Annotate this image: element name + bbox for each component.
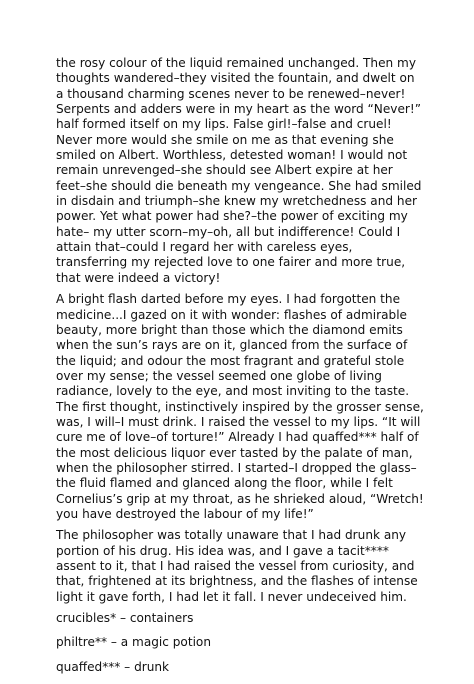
paragraph-3: The philosopher was totally unaware that I had drunk any portion of his drug. His idea was, and I gave a tacit**** assent to it, that I had raised the vessel from curiosity, and that, frightened at its brightness, and the flashes of intense light it gave forth, I had let it fall. I never undeceived him. [56, 528, 418, 604]
glossary-philtre: philtre** – a magic potion [56, 635, 211, 650]
paragraph-1: the rosy colour of the liquid remained unchanged. Then my thoughts wandered–they visited the fountain, and dwelt on a thousand charming scenes never to be renewed–never! Serpents and adders were in my heart as the word “Never!” half formed itself on my lips. False girl!–false and cruel! Never more would she smile on me as that evening she smiled on Albert. Worthless, detested woman! I would not remain unrevenged–she should see Albert expire at her feet–she should die beneath my vengeance. She had smiled in disdain and triumph–she knew my wretchedness and her power. Yet what power had she?–the power of exciting my hate– my utter scorn–my–oh, all but indifference! Could I attain that–could I regard her with careless eyes, transferring my rejected love to one fairer and more true, that were indeed a victory! [56, 56, 422, 285]
document-page [56, 56, 424, 684]
glossary-crucibles: crucibles* – containers [56, 611, 194, 626]
paragraph-2: A bright flash darted before my eyes. I had forgotten the medicine...I gazed on it with wonder: flashes of admirable beauty, more bright than those which the diamond emits when the sun’s rays are on it, glanced from the surface of the liquid; and odour the most fragrant and grateful stole over my sense; the vessel seemed one globe of living radiance, lovely to the eye, and most inviting to the taste. The first thought, instinctively inspired by the grosser sense, was, I will–I must drink. I raised the vessel to my lips. “It will cure me of love–of torture!” Already I had quaffed*** half of the most delicious liquor ever tasted by the palate of man, when the philosopher stirred. I started–I dropped the glass–the fluid flamed and glanced along the floor, while I felt Cornelius’s grip at my throat, as he shrieked aloud, “Wretch! you have destroyed the labour of my life!” [56, 292, 424, 521]
glossary-quaffed: quaffed*** – drunk [56, 659, 170, 674]
